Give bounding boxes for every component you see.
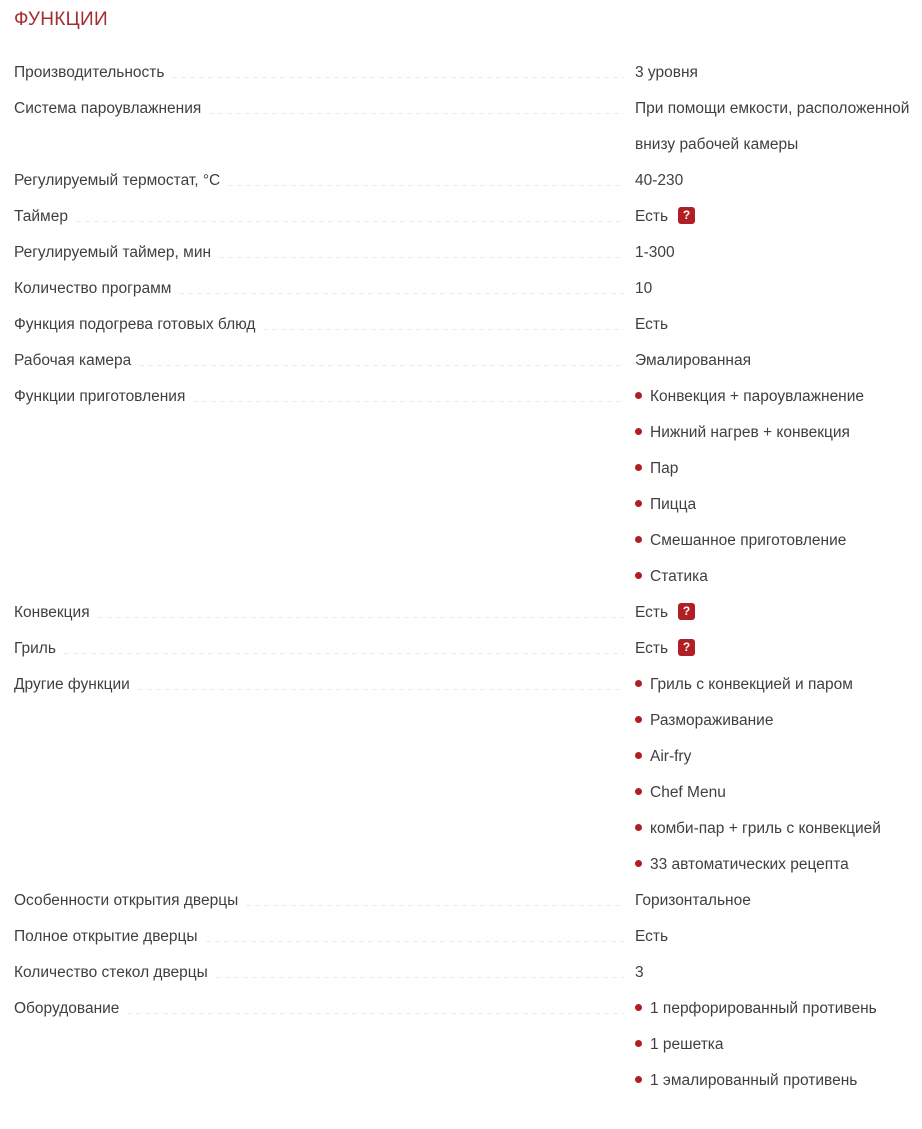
spec-row <box>14 271 922 307</box>
leader-line <box>263 307 625 330</box>
bullet-item <box>635 775 922 811</box>
spec-label: Производительность <box>14 64 165 81</box>
leader-line <box>209 91 625 114</box>
spec-row <box>14 235 922 271</box>
bullet-item <box>635 379 922 415</box>
bullet-dot-icon <box>635 428 642 435</box>
spec-value <box>635 271 922 307</box>
spec-value-text: 10 <box>635 280 653 297</box>
spec-value-line <box>635 307 922 343</box>
spec-label: Оборудование <box>14 1000 120 1017</box>
spec-row <box>14 55 922 91</box>
bullet-item-label: Нижний нагрев + конвекция <box>650 424 850 441</box>
spec-label: Регулируемый термостат, °С <box>14 172 221 189</box>
leader-line <box>219 235 625 258</box>
spec-label: Особенности открытия дверцы <box>14 892 239 909</box>
spec-row <box>14 199 922 235</box>
bullet-dot-icon <box>635 716 642 723</box>
bullet-dot-icon <box>635 536 642 543</box>
spec-label: Рабочая камера <box>14 352 132 369</box>
spec-label: Система пароувлажнения <box>14 100 202 117</box>
leader-line <box>172 55 625 78</box>
spec-value <box>635 163 922 199</box>
bullet-dot-icon <box>635 788 642 795</box>
spec-value-text: внизу рабочей камеры <box>635 136 799 153</box>
bullet-dot-icon <box>635 752 642 759</box>
spec-value <box>635 595 922 631</box>
spec-label: Таймер <box>14 208 68 225</box>
spec-value-text: Горизонтальное <box>635 892 751 909</box>
spec-label: Функции приготовления <box>14 388 186 405</box>
spec-value <box>635 883 922 919</box>
spec-value-text: Есть <box>635 208 669 225</box>
spec-row <box>14 631 922 667</box>
spec-table <box>14 55 922 1099</box>
spec-value-line <box>635 343 922 379</box>
spec-value-line <box>635 127 922 163</box>
bullet-item <box>635 559 922 595</box>
bullet-item-label: Пицца <box>650 496 697 513</box>
bullet-item <box>635 451 922 487</box>
section-title: ФУНКЦИИ <box>14 9 108 30</box>
leader-line <box>64 631 625 654</box>
bullet-dot-icon <box>635 572 642 579</box>
spec-value-line <box>635 631 922 667</box>
spec-label: Полное открытие дверцы <box>14 928 198 945</box>
bullet-item <box>635 703 922 739</box>
spec-value-line <box>635 955 922 991</box>
bullet-item-label: Air-fry <box>650 748 692 765</box>
leader-line <box>127 991 625 1014</box>
spec-value-line <box>635 595 922 631</box>
bullet-item <box>635 415 922 451</box>
spec-row <box>14 667 922 883</box>
bullet-item-label: комби-пар + гриль с конвекцией <box>650 820 881 837</box>
spec-value <box>635 667 922 883</box>
spec-row <box>14 919 922 955</box>
leader-line <box>228 163 625 186</box>
spec-row <box>14 883 922 919</box>
spec-label: Другие функции <box>14 676 130 693</box>
spec-label: Функция подогрева готовых блюд <box>14 316 256 333</box>
spec-row <box>14 955 922 991</box>
spec-value-line <box>635 55 922 91</box>
help-badge[interactable]: ? <box>678 207 695 224</box>
leader-line <box>98 595 625 618</box>
bullet-item <box>635 811 922 847</box>
bullet-item <box>635 847 922 883</box>
spec-value <box>635 91 922 163</box>
spec-row <box>14 91 922 163</box>
spec-row <box>14 595 922 631</box>
bullet-dot-icon <box>635 1076 642 1083</box>
spec-value-line <box>635 235 922 271</box>
spec-value-text: 3 <box>635 964 644 981</box>
spec-value-text: Есть <box>635 640 669 657</box>
leader-line <box>179 271 625 294</box>
spec-value <box>635 379 922 595</box>
bullet-dot-icon <box>635 500 642 507</box>
leader-line <box>138 667 625 690</box>
spec-value-line <box>635 271 922 307</box>
spec-label: Гриль <box>14 640 56 657</box>
spec-label: Количество стекол дверцы <box>14 964 208 981</box>
bullet-dot-icon <box>635 1040 642 1047</box>
spec-value <box>635 55 922 91</box>
spec-label: Количество программ <box>14 280 172 297</box>
bullet-item <box>635 1063 922 1099</box>
spec-value-text: Есть <box>635 316 669 333</box>
spec-value-line <box>635 883 922 919</box>
spec-value-line <box>635 919 922 955</box>
bullet-item <box>635 991 922 1027</box>
spec-label: Регулируемый таймер, мин <box>14 244 212 261</box>
bullet-item-label: Chef Menu <box>650 784 726 801</box>
spec-value-text: 1-300 <box>635 244 675 261</box>
spec-row <box>14 163 922 199</box>
bullet-item-label: Смешанное приготовление <box>650 532 847 549</box>
help-badge[interactable]: ? <box>678 639 695 656</box>
bullet-dot-icon <box>635 464 642 471</box>
bullet-dot-icon <box>635 392 642 399</box>
spec-value <box>635 919 922 955</box>
spec-value <box>635 199 922 235</box>
spec-value-line <box>635 91 922 127</box>
spec-row <box>14 307 922 343</box>
bullet-dot-icon <box>635 1004 642 1011</box>
spec-value-text: Эмалированная <box>635 352 752 369</box>
spec-value-line <box>635 199 922 235</box>
spec-row <box>14 379 922 595</box>
bullet-item-label: 1 решетка <box>650 1036 724 1053</box>
spec-value-text: 40-230 <box>635 172 684 189</box>
spec-value-line <box>635 163 922 199</box>
spec-row <box>14 991 922 1099</box>
bullet-dot-icon <box>635 860 642 867</box>
bullet-item <box>635 487 922 523</box>
bullet-item-label: Гриль с конвекцией и паром <box>650 676 853 693</box>
leader-line <box>193 379 625 402</box>
leader-line <box>216 955 625 978</box>
spec-value <box>635 991 922 1099</box>
spec-row <box>14 343 922 379</box>
leader-line <box>139 343 625 366</box>
bullet-item-label: Статика <box>650 568 708 585</box>
bullet-item <box>635 523 922 559</box>
bullet-item-label: 1 перфорированный противень <box>650 1000 877 1017</box>
bullet-item <box>635 1027 922 1063</box>
bullet-dot-icon <box>635 824 642 831</box>
bullet-item-label: 1 эмалированный противень <box>650 1072 858 1089</box>
bullet-dot-icon <box>635 680 642 687</box>
spec-value <box>635 307 922 343</box>
spec-value <box>635 955 922 991</box>
spec-value-text: 3 уровня <box>635 64 698 81</box>
spec-value <box>635 631 922 667</box>
leader-line <box>206 919 625 942</box>
spec-value-text: При помощи емкости, расположенной <box>635 100 910 117</box>
bullet-item-label: Размораживание <box>650 712 774 729</box>
bullet-item-label: 33 автоматических рецепта <box>650 856 849 873</box>
bullet-item-label: Пар <box>650 460 679 477</box>
spec-label: Конвекция <box>14 604 90 621</box>
bullet-item-label: Конвекция + пароувлажнение <box>650 388 865 405</box>
help-badge[interactable]: ? <box>678 603 695 620</box>
leader-line <box>246 883 625 906</box>
bullet-item <box>635 667 922 703</box>
bullet-item <box>635 739 922 775</box>
spec-value <box>635 235 922 271</box>
leader-line <box>76 199 625 222</box>
spec-value-text: Есть <box>635 604 669 621</box>
spec-value <box>635 343 922 379</box>
spec-value-text: Есть <box>635 928 669 945</box>
